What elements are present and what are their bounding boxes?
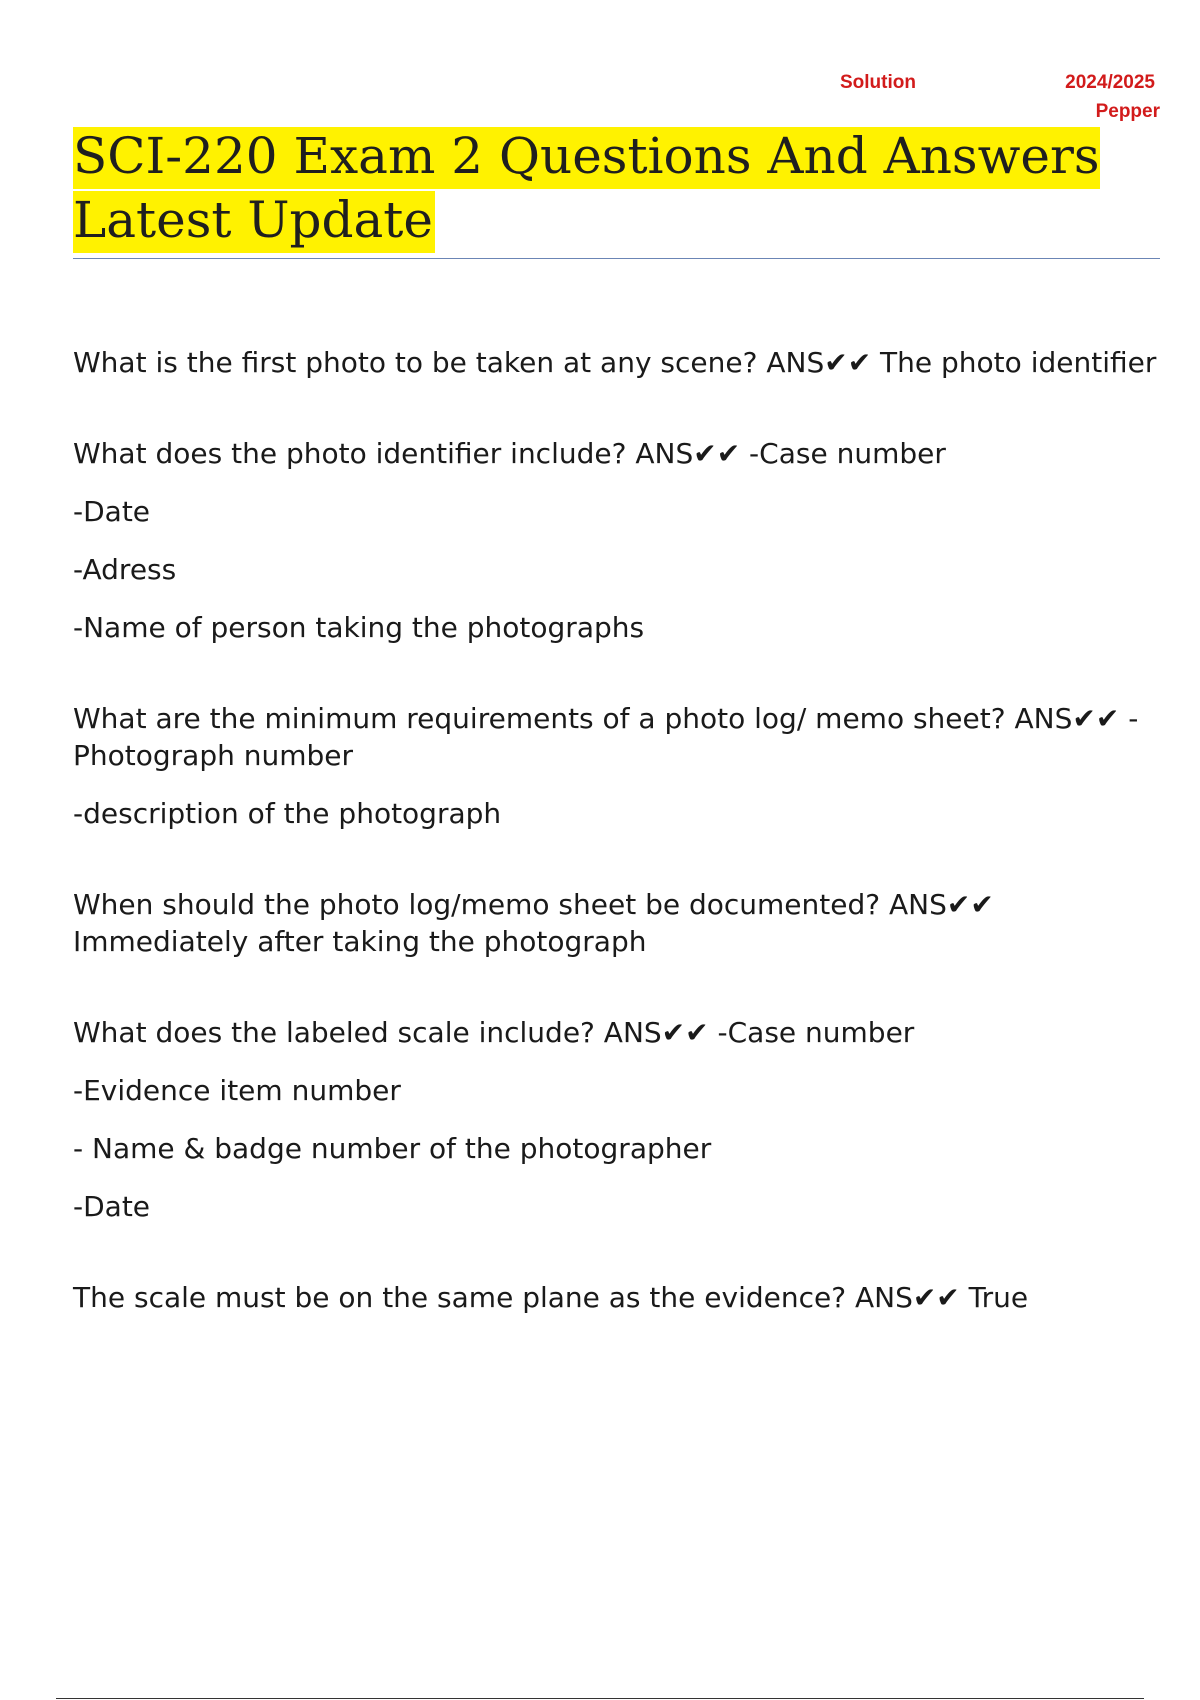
- qa-line: The scale must be on the same plane as the evidence? ANS✔✔ True: [73, 1281, 1029, 1314]
- footer-divider: [56, 1698, 1144, 1699]
- qa-line: - Name & badge number of the photographer: [73, 1132, 712, 1165]
- qa-line: What are the minimum requirements of a photo log/ memo sheet? ANS✔✔ -Photograph number: [73, 702, 1139, 772]
- qa-item: [73, 700, 1173, 832]
- qa-list: [73, 344, 1173, 1370]
- qa-line: -Name of person taking the photographs: [73, 611, 645, 644]
- page-title: [73, 124, 1160, 252]
- qa-line: -Date: [73, 1190, 151, 1223]
- year-label: 2024/2025: [1065, 72, 1155, 93]
- qa-item: [73, 1014, 1173, 1225]
- qa-item: [73, 1279, 1173, 1316]
- solution-label: Solution: [840, 72, 916, 93]
- title-block: [73, 124, 1160, 252]
- qa-item: [73, 344, 1173, 381]
- qa-line: What does the labeled scale include? ANS✔✔ -Case number: [73, 1016, 915, 1049]
- qa-line: When should the photo log/memo sheet be documented? ANS✔✔ Immediately after taking the photograph: [73, 888, 994, 958]
- qa-line: -Evidence item number: [73, 1074, 401, 1107]
- title-highlight: SCI-220 Exam 2 Questions And Answers Latest Update: [73, 127, 1100, 253]
- author-label: Pepper: [1095, 101, 1160, 122]
- qa-item: [73, 435, 1173, 646]
- qa-line: -Adress: [73, 553, 177, 586]
- title-divider: [73, 258, 1160, 259]
- qa-line: -description of the photograph: [73, 797, 502, 830]
- qa-line: What does the photo identifier include? ANS✔✔ -Case number: [73, 437, 946, 470]
- qa-line: What is the first photo to be taken at any scene? ANS✔✔ The photo identifier: [73, 346, 1157, 379]
- header-meta: [840, 72, 1160, 122]
- qa-item: [73, 886, 1173, 960]
- qa-line: -Date: [73, 495, 151, 528]
